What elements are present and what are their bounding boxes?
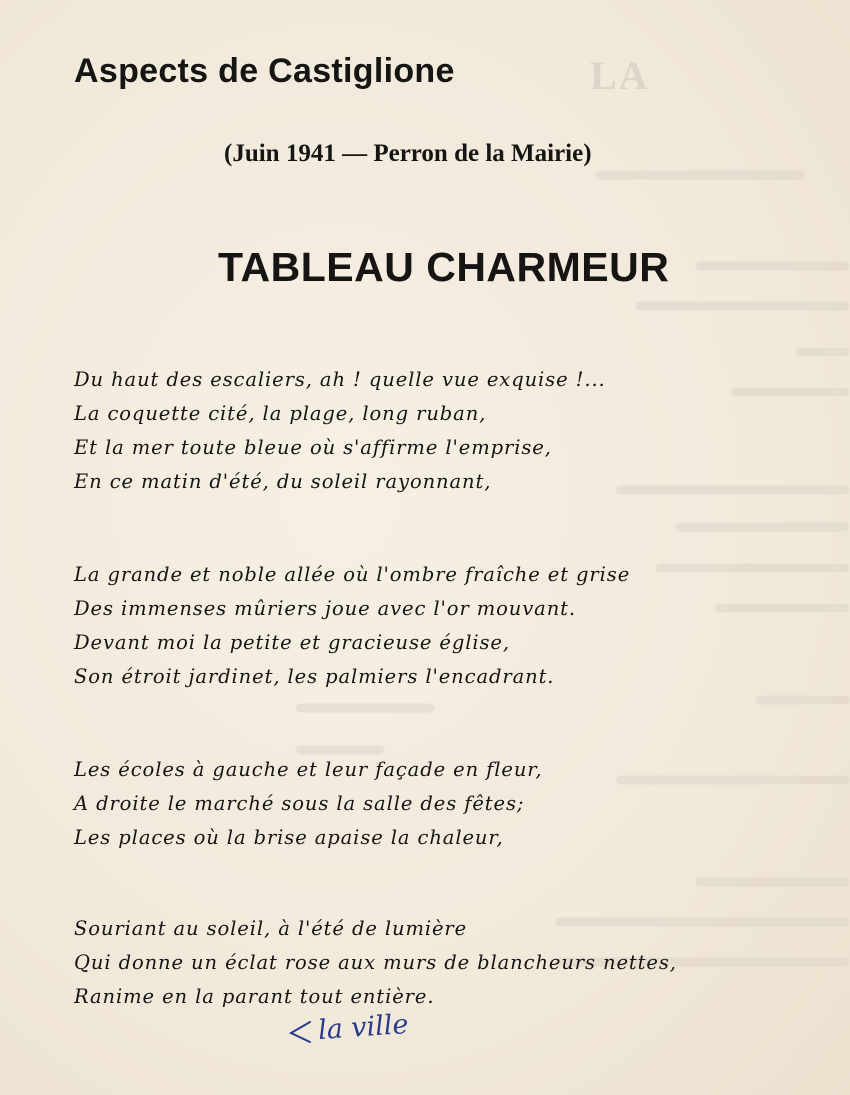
- poem-line: A droite le marché sous la salle des fêtes;: [74, 792, 525, 815]
- poem-line: Les places où la brise apaise la chaleur,: [74, 826, 504, 849]
- page-heading: Aspects de Castiglione: [74, 52, 455, 90]
- handwritten-insertion: [288, 1008, 478, 1052]
- poem-line: Souriant au soleil, à l'été de lumière: [74, 917, 468, 940]
- poem-line: La grande et noble allée où l'ombre fraîche et grise: [74, 563, 631, 586]
- stanza-4: [74, 912, 677, 1014]
- page-subheading: (Juin 1941 — Perron de la Mairie): [224, 140, 592, 167]
- poem-line: Qui donne un éclat rose aux murs de blancheurs nettes,: [74, 951, 677, 974]
- poem-line: Du haut des escaliers, ah ! quelle vue exquise !...: [74, 368, 606, 391]
- poem-title: TABLEAU CHARMEUR: [218, 244, 670, 290]
- stanza-2: [74, 558, 630, 694]
- poem-line: Les écoles à gauche et leur façade en fleur,: [74, 758, 543, 781]
- poem-line: Et la mer toute bleue où s'affirme l'emprise,: [74, 436, 552, 459]
- poem-line: Ranime en la parant tout entière.: [74, 985, 435, 1008]
- bleed-through-title: LA: [590, 53, 650, 98]
- stanza-3: [74, 753, 542, 855]
- poem-line: La coquette cité, la plage, long ruban,: [74, 402, 487, 425]
- poem-line: Des immenses mûriers joue avec l'or mouvant.: [74, 597, 576, 620]
- stanza-1: [74, 363, 606, 499]
- poem-line: Son étroit jardinet, les palmiers l'encadrant.: [74, 665, 555, 688]
- insertion-caret-icon: [288, 1018, 314, 1046]
- handwritten-text: la ville: [317, 1008, 410, 1047]
- poem-line: En ce matin d'été, du soleil rayonnant,: [74, 470, 492, 493]
- poem-line: Devant moi la petite et gracieuse église,: [74, 631, 510, 654]
